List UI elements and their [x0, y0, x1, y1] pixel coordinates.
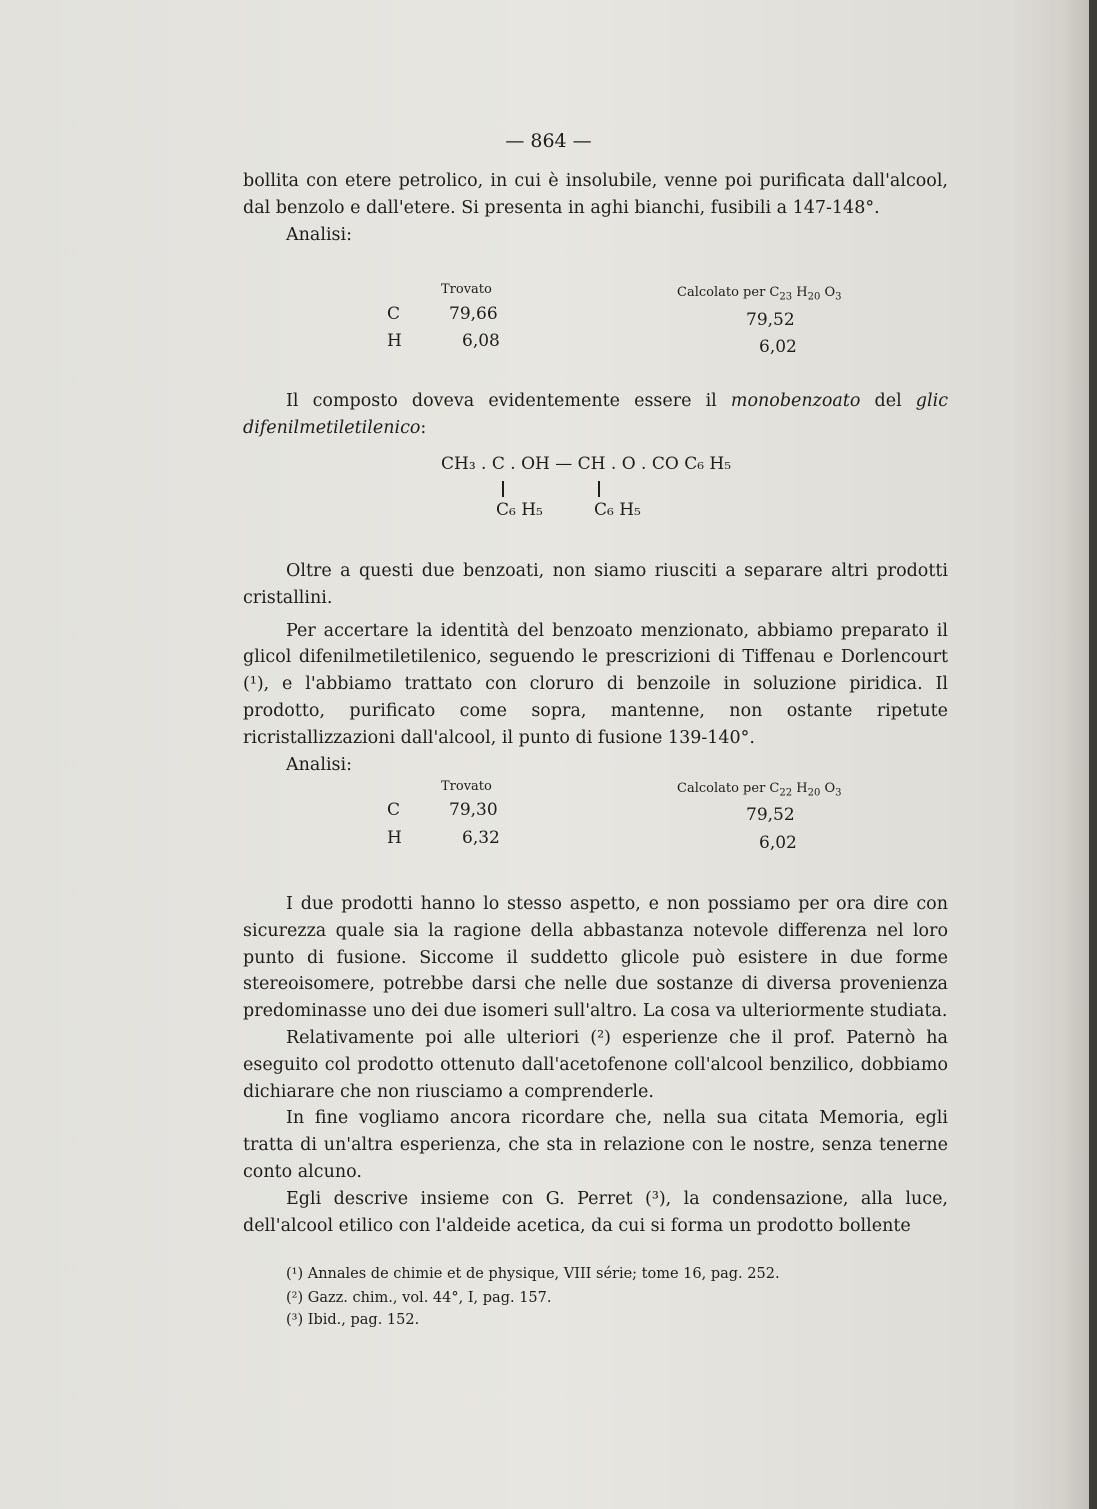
body-paragraph-6: Relativamente poi alle ulteriori (²) esperienze che il prof. Paternò ha eseguito col prodotto ottenuto dall'acetofenone coll'alcool benzilico, dobbiamo dichiarare che non riusciamo a comprenderle. — [243, 1027, 948, 1102]
table2-row2-calc: 6,02 — [759, 833, 797, 853]
analysis-label-1: Analisi: — [286, 224, 353, 245]
table1-row2-calc: 6,02 — [759, 337, 797, 357]
footnote-2: (²) Gazz. chim., vol. 44°, I, pag. 157. — [286, 1290, 552, 1306]
body-paragraph-7: In fine vogliamo ancora ricordare che, nella sua citata Memoria, egli tratta di un'altra esperienza, che sta in relazione con le nostre, senza tenerne conto alcuno. — [243, 1108, 948, 1182]
table2-found-header: Trovato — [441, 779, 492, 794]
formula-substituent-left: C₆ H₅ — [496, 500, 543, 520]
body-paragraphs-5-8 — [243, 891, 948, 1239]
footnote-3: (³) Ibid., pag. 152. — [286, 1312, 420, 1328]
table1-row1-found: 79,66 — [449, 304, 498, 324]
table2-row1-found: 79,30 — [449, 800, 498, 820]
table2-row2-found: 6,32 — [462, 828, 500, 848]
table2-row1-element: C — [387, 800, 401, 820]
body-paragraph-5: I due prodotti hanno lo stesso aspetto, e non possiamo per ora dire con sicurezza quale sia la ragione della abbastanza notevole differenza nel loro punto di fusione. Siccome il suddetto glicole può esistere in due forme stereoisomere, potrebbe darsi che nelle due sostanze di diversa provenienza predominasse uno dei due isomeri sull'altro. La cosa va ulteriormente studiata. — [243, 894, 948, 1022]
body-paragraph-4: Per accertare la identità del benzoato menzionato, abbiamo preparato il glicol difenilmetiletilenico, seguendo le prescrizioni di Tiffenau e Dorlencourt (¹), e l'abbiamo trattato con cloruro di benzoile in soluzione piridica. Il prodotto, purificato come sopra, mantenne, non ostante ripetute ricristallizzazioni dall'alcool, il punto di fusione 139-140°. — [243, 620, 948, 748]
body-paragraph-8: Egli descrive insieme con G. Perret (³), la condensazione, alla luce, dell'alcool etilico con l'aldeide acetica, da cui si forma un prodotto bollente — [243, 1188, 948, 1236]
table1-row1-calc: 79,52 — [746, 310, 795, 330]
footnote-1: (¹) Annales de chimie et de physique, VIII série; tome 16, pag. 252. — [286, 1266, 780, 1282]
body-paragraph-1: bollita con etere petrolico, in cui è insolubile, venne poi purificata dall'alcool, dal benzolo e dall'etere. Si presenta in aghi bianchi, fusibili a 147-148°. — [243, 171, 948, 218]
page-edge-shadow — [1089, 0, 1097, 1509]
body-paragraph-3: Oltre a questi due benzoati, non siamo riusciti a separare altri prodotti cristallini. — [243, 561, 948, 608]
table2-row1-calc: 79,52 — [746, 805, 795, 825]
formula-substituent-right: C₆ H₅ — [594, 500, 641, 520]
formula-bond-right — [598, 481, 600, 497]
body-paragraph-1-block — [243, 168, 948, 248]
formula-main-line: CH₃ . C . OH — CH . O . CO C₆ H₅ — [441, 454, 732, 474]
table1-calc-header: Calcolato per $C_{23}$ $H_{20}$ $O_3$ — [677, 285, 842, 303]
formula-bond-left — [502, 481, 504, 497]
analysis-label-2: Analisi: — [286, 754, 353, 775]
table2-calc-header: Calcolato per $C_{22}$ $H_{20}$ $O_3$ — [677, 781, 842, 799]
table1-row1-element: C — [387, 304, 401, 324]
table1-row2-found: 6,08 — [462, 331, 500, 351]
table1-row2-element: H — [387, 331, 402, 351]
table1-found-header: Trovato — [441, 282, 492, 297]
page-number: — 864 — — [505, 130, 592, 152]
body-paragraph-2-block — [243, 388, 948, 442]
body-paragraph-2: Il composto doveva evidentemente essere il monobenzoato del glic difenilmetiletilenico: — [243, 391, 948, 438]
body-paragraphs-3-4 — [243, 558, 948, 778]
table2-row2-element: H — [387, 828, 402, 848]
